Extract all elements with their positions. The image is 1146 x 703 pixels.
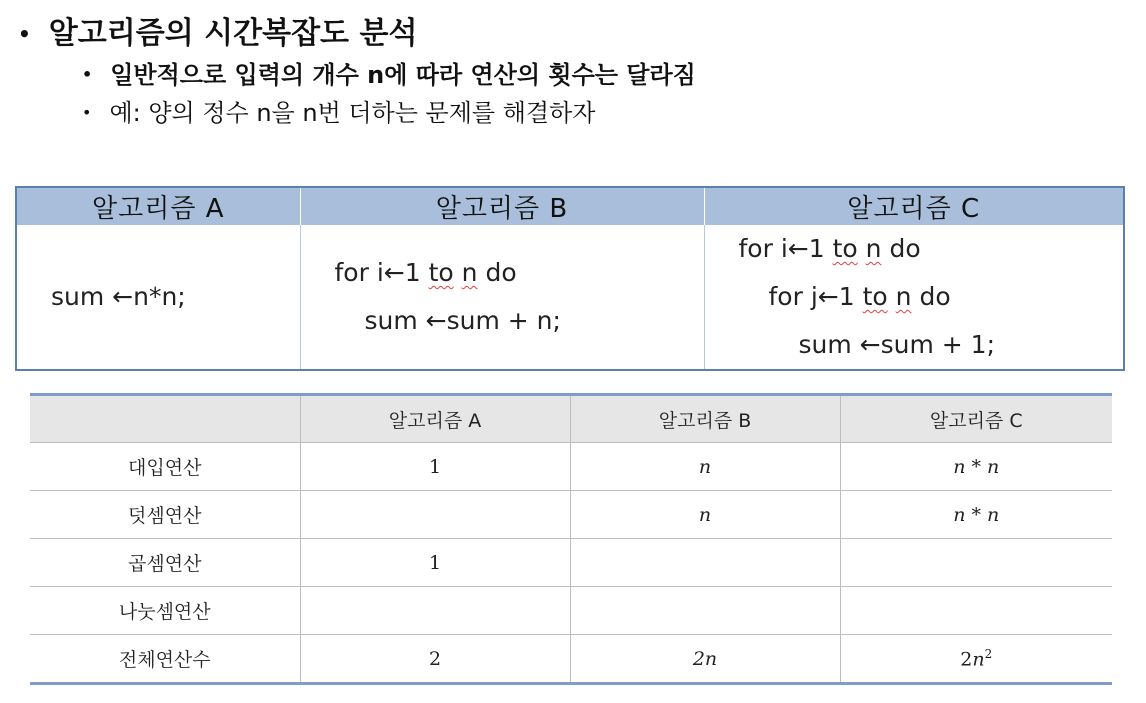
bullet-dot-icon: • <box>82 65 93 84</box>
algorithm-code-table <box>15 186 1125 371</box>
bullet-sub-2-text: 예: 양의 정수 n을 n번 더하는 문제를 해결하자 <box>109 99 596 127</box>
table-row <box>30 635 1112 684</box>
bullet-sub-1-text: 일반적으로 입력의 개수 n에 따라 연산의 횟수는 달라짐 <box>110 61 696 89</box>
code-cell-c <box>704 225 1124 370</box>
code-a-line: sum ←n*n; <box>51 282 186 311</box>
cell-a: 1 <box>300 443 570 491</box>
table-row <box>30 539 1112 587</box>
operation-count-table <box>30 393 1112 685</box>
cell-a <box>300 491 570 539</box>
bullet-dot-icon: • <box>18 22 31 46</box>
row-label: 전체연산수 <box>30 635 300 684</box>
bullet-dot-icon: • <box>82 103 92 122</box>
code-c-line-2: for j←1 to n do <box>768 282 951 311</box>
code-c-line-3: sum ←sum + 1; <box>798 330 996 359</box>
cell-c <box>840 587 1112 635</box>
op-header-a: 알고리즘 A <box>300 395 570 443</box>
cell-a: 2 <box>300 635 570 684</box>
code-header-b: 알고리즘 B <box>300 187 704 225</box>
cell-b <box>570 539 840 587</box>
cell-b: n <box>570 491 840 539</box>
code-b-line-1: for i←1 to n do <box>334 258 517 287</box>
cell-c <box>840 539 1112 587</box>
bullet-sub-1 <box>18 56 696 94</box>
cell-a <box>300 587 570 635</box>
row-label: 대입연산 <box>30 443 300 491</box>
table-row <box>30 443 1112 491</box>
code-c-line-1: for i←1 to n do <box>738 234 921 263</box>
code-header-a: 알고리즘 A <box>16 187 300 225</box>
op-table-header-row <box>30 395 1112 443</box>
bullet-title-text: 알고리즘의 시간복잡도 분석 <box>48 16 418 51</box>
op-header-empty <box>30 395 300 443</box>
cell-b: n <box>570 443 840 491</box>
bullet-sub-2 <box>18 94 696 132</box>
row-label: 나눗셈연산 <box>30 587 300 635</box>
cell-b: 2n <box>570 635 840 684</box>
table-row <box>30 491 1112 539</box>
bullet-list <box>18 12 696 132</box>
cell-c: n * n <box>840 491 1112 539</box>
op-header-b: 알고리즘 B <box>570 395 840 443</box>
cell-b <box>570 587 840 635</box>
row-label: 덧셈연산 <box>30 491 300 539</box>
op-header-c: 알고리즘 C <box>840 395 1112 443</box>
table-row <box>30 587 1112 635</box>
bullet-title <box>18 12 696 56</box>
cell-c-total: $2n^2$ <box>840 635 1112 684</box>
row-label: 곱셈연산 <box>30 539 300 587</box>
cell-c: n * n <box>840 443 1112 491</box>
code-header-c: 알고리즘 C <box>704 187 1124 225</box>
code-cell-b <box>300 225 704 370</box>
code-b-line-2: sum ←sum + n; <box>364 306 561 335</box>
code-cell-a <box>16 225 300 370</box>
cell-a: 1 <box>300 539 570 587</box>
